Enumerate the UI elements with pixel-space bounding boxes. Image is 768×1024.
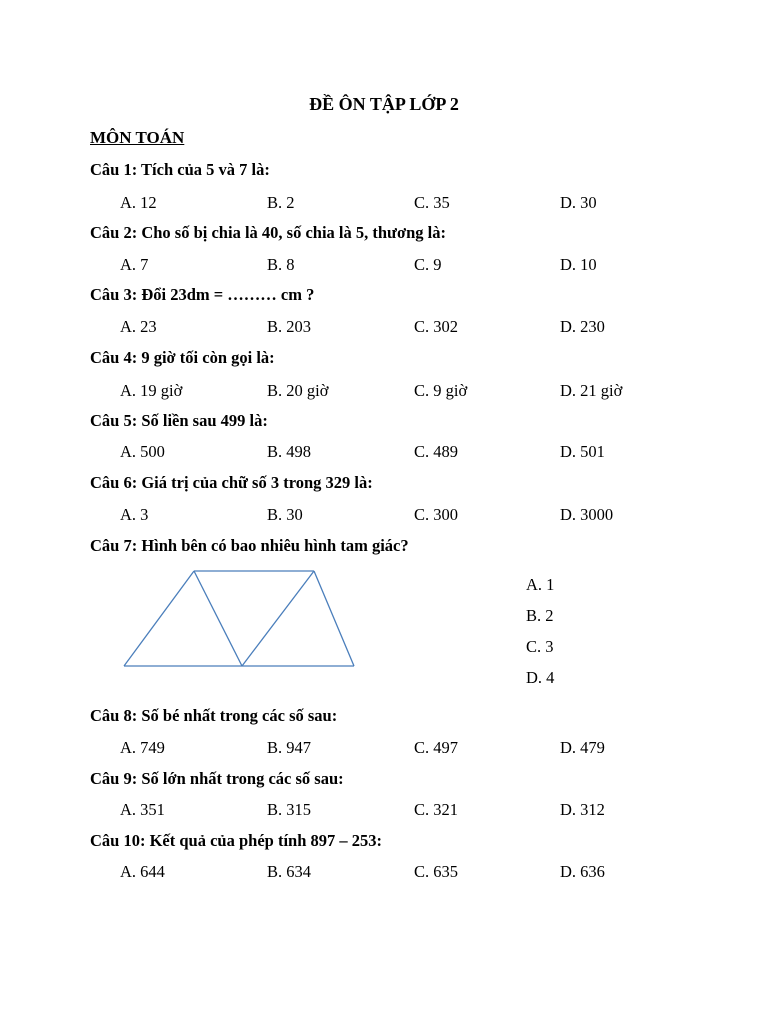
q8-option-c: C. 497 [414, 738, 459, 757]
q3-option-c: C. 302 [414, 317, 459, 336]
q7-option-b: B. 2 [526, 606, 554, 625]
question-1: Câu 1: Tích của 5 và 7 là: [90, 160, 270, 179]
q1-option-a: A. 12 [120, 193, 157, 212]
q10-option-b: B. 634 [267, 862, 312, 881]
question-8: Câu 8: Số bé nhất trong các số sau: [90, 706, 338, 725]
question-6: Câu 6: Giá trị của chữ số 3 trong 329 là: [90, 473, 373, 492]
question-4: Câu 4: 9 giờ tối còn gọi là: [90, 348, 275, 367]
q5-option-d: D. 501 [560, 442, 605, 461]
question-2: Câu 2: Cho số bị chia là 40, số chia là 5, thương là: [90, 223, 446, 242]
q7-option-d: D. 4 [526, 668, 555, 687]
q2-option-b: B. 8 [267, 255, 295, 274]
q6-option-d: D. 3000 [560, 505, 614, 524]
q5-option-b: B. 498 [267, 442, 312, 461]
q6-option-a: A. 3 [120, 505, 149, 524]
q6-option-b: B. 30 [267, 505, 303, 524]
q2-option-d: D. 10 [560, 255, 597, 274]
q10-option-c: C. 635 [414, 862, 459, 881]
q1-option-b: B. 2 [267, 193, 295, 212]
question-10: Câu 10: Kết quả của phép tính 897 – 253: [90, 831, 382, 850]
q2-option-c: C. 9 [414, 255, 442, 274]
q1-option-c: C. 35 [414, 193, 450, 212]
q7-option-c: C. 3 [526, 637, 554, 656]
q7-option-a: A. 1 [526, 575, 555, 594]
q9-option-b: B. 315 [267, 800, 312, 819]
subject-heading: MÔN TOÁN [90, 128, 185, 147]
figure-left-edge [124, 571, 194, 666]
q3-option-a: A. 23 [120, 317, 157, 336]
q5-option-a: A. 500 [120, 442, 165, 461]
q8-option-a: A. 749 [120, 738, 165, 757]
q9-option-d: D. 312 [560, 800, 605, 819]
figure-diagonal-left [194, 571, 242, 666]
q9-option-c: C. 321 [414, 800, 459, 819]
q5-option-c: C. 489 [414, 442, 459, 461]
triangle-figure [106, 561, 368, 689]
q4-option-d: D. 21 giờ [560, 381, 623, 400]
question-5: Câu 5: Số liền sau 499 là: [90, 411, 268, 430]
figure-diagonal-right [242, 571, 314, 666]
page-title: ĐỀ ÔN TẬP LỚP 2 [309, 94, 459, 114]
q10-option-a: A. 644 [120, 862, 165, 881]
q8-option-d: D. 479 [560, 738, 605, 757]
q4-option-c: C. 9 giờ [414, 381, 468, 400]
question-3: Câu 3: Đổi 23dm = ……… cm ? [90, 285, 315, 304]
q10-option-d: D. 636 [560, 862, 605, 881]
question-9: Câu 9: Số lớn nhất trong các số sau: [90, 769, 344, 788]
q8-option-b: B. 947 [267, 738, 312, 757]
q3-option-b: B. 203 [267, 317, 312, 336]
q4-option-b: B. 20 giờ [267, 381, 329, 400]
q3-option-d: D. 230 [560, 317, 605, 336]
figure-right-edge [314, 571, 354, 666]
question-7: Câu 7: Hình bên có bao nhiêu hình tam giác? [90, 536, 409, 555]
q6-option-c: C. 300 [414, 505, 459, 524]
q9-option-a: A. 351 [120, 800, 165, 819]
q2-option-a: A. 7 [120, 255, 149, 274]
q4-option-a: A. 19 giờ [120, 381, 183, 400]
q1-option-d: D. 30 [560, 193, 597, 212]
